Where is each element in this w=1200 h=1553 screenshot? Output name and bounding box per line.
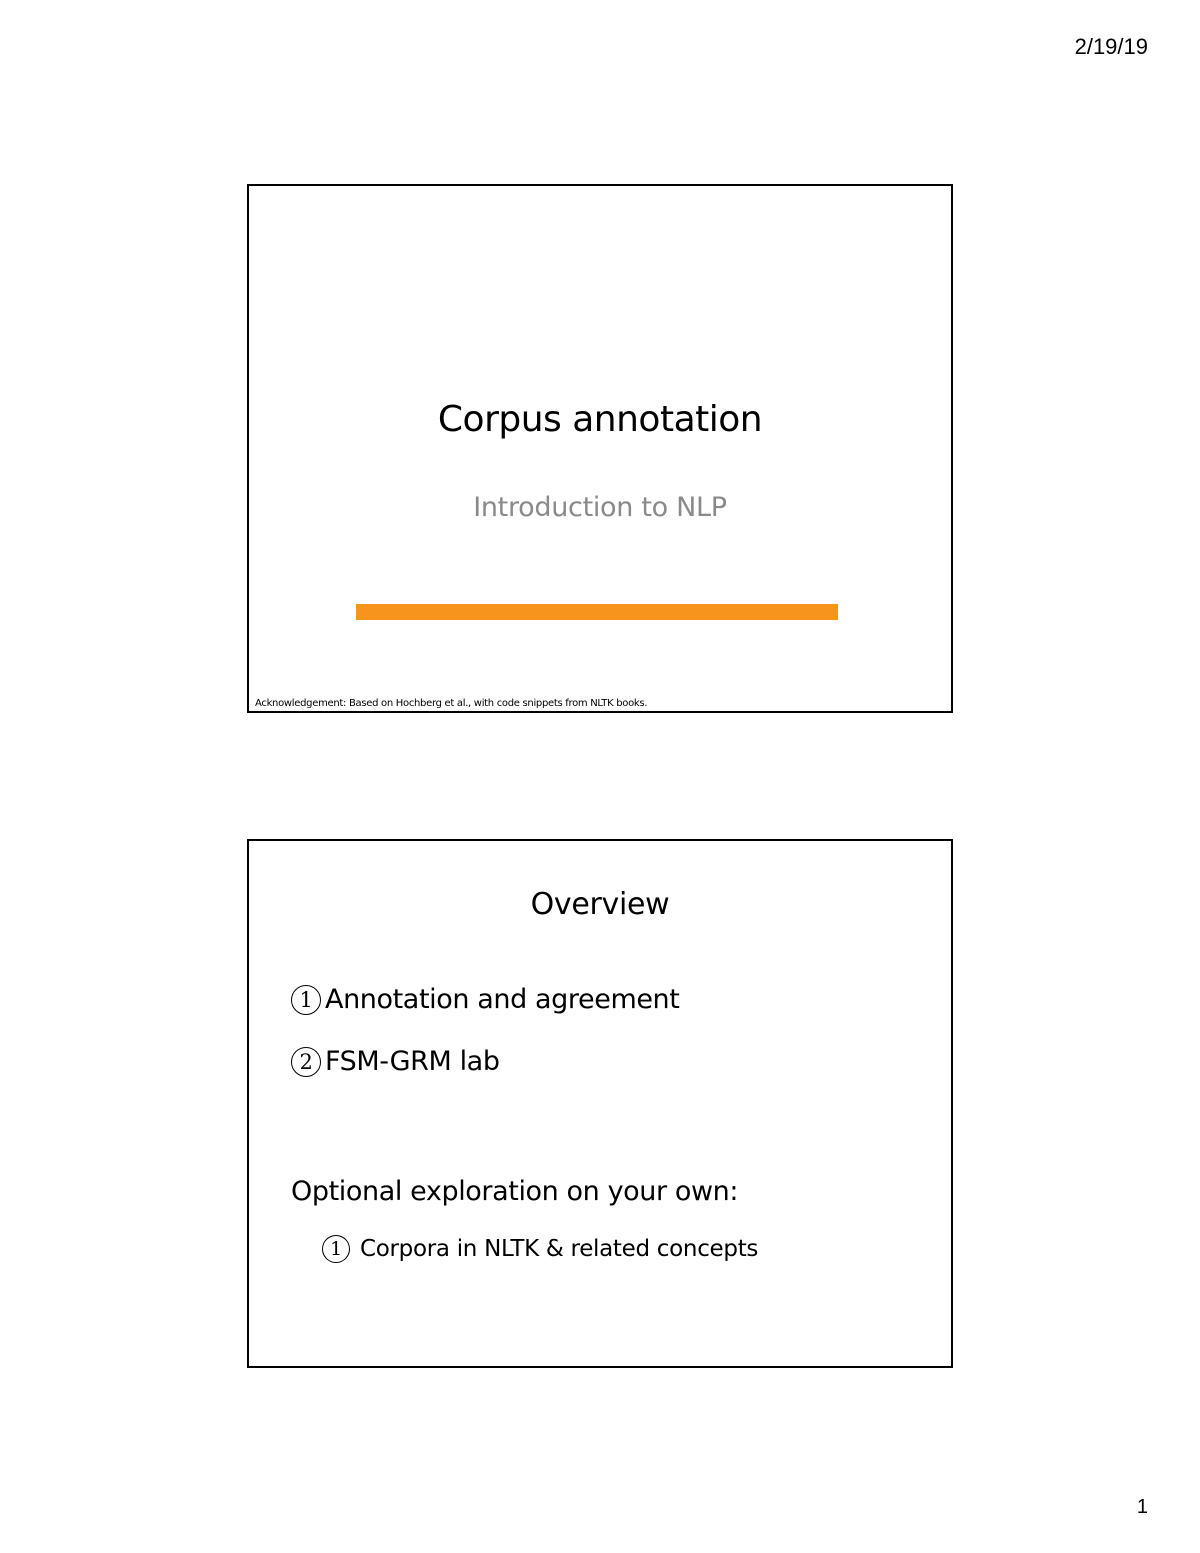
slide-title bbox=[247, 184, 953, 713]
page-number: 1 bbox=[1136, 1496, 1148, 1518]
overview-heading: Overview bbox=[530, 887, 670, 922]
optional-heading: Optional exploration on your own: bbox=[291, 1176, 739, 1207]
list-item-label: Annotation and agreement bbox=[325, 984, 680, 1015]
circled-number-icon: 1 bbox=[322, 1235, 350, 1263]
sub-list-item bbox=[322, 1235, 758, 1263]
list-item-label: FSM-GRM lab bbox=[325, 1046, 500, 1077]
list-item bbox=[291, 1046, 500, 1077]
acknowledgement-text: Acknowledgement: Based on Hochberg et al., with code snippets from NLTK books. bbox=[255, 698, 648, 709]
slide-subtitle: Introduction to NLP bbox=[473, 492, 727, 523]
slide-overview bbox=[247, 839, 953, 1368]
sub-list-item-label: Corpora in NLTK & related concepts bbox=[360, 1236, 759, 1262]
circled-number-icon: 1 bbox=[291, 985, 321, 1015]
accent-bar bbox=[356, 604, 838, 620]
circled-number-icon: 2 bbox=[291, 1047, 321, 1077]
list-item bbox=[291, 984, 679, 1015]
page-date: 2/19/19 bbox=[1074, 34, 1148, 59]
slide-title-heading: Corpus annotation bbox=[437, 399, 763, 440]
